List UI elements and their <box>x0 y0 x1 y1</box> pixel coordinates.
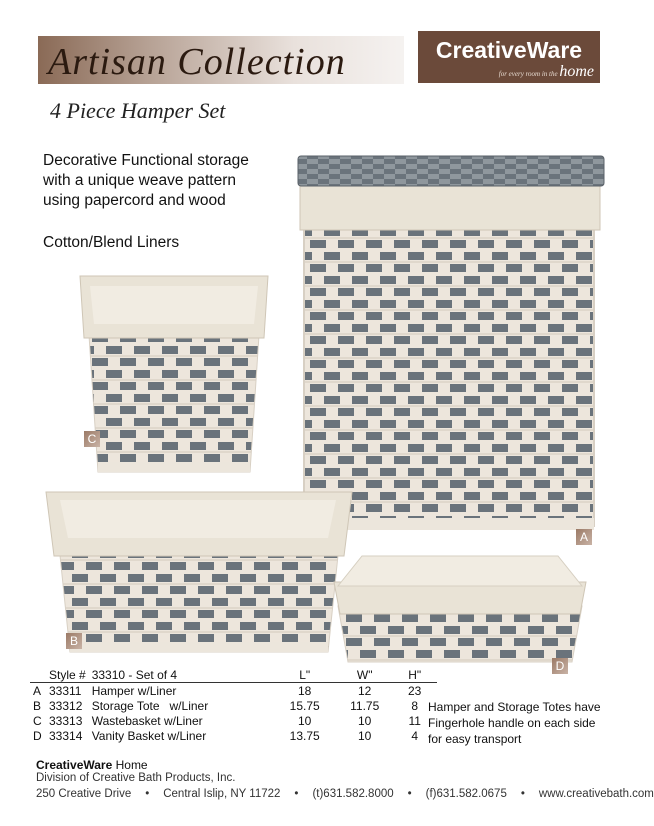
table-row <box>30 683 437 699</box>
label-d: D <box>552 658 568 674</box>
footer-company-home: Home <box>112 758 148 772</box>
wastebasket-image <box>78 272 270 482</box>
row-letter: D <box>33 728 42 743</box>
vanity-basket-image <box>332 552 588 668</box>
row-style-num: 33312 <box>49 698 83 713</box>
row-letter: A <box>33 683 42 698</box>
row-width: 11.75 <box>350 698 380 713</box>
page-title: Artisan Collection <box>48 41 346 83</box>
footer-bullet: • <box>407 788 412 800</box>
row-height: 11 <box>408 713 421 728</box>
product-subtitle: 4 Piece Hamper Set <box>50 98 226 123</box>
spec-header-w: W" <box>337 667 393 683</box>
row-name: Hamper w/Liner <box>91 683 177 698</box>
row-style-num: 33314 <box>49 728 83 743</box>
liner-info: Cotton/Blend Liners <box>43 234 180 251</box>
description-line: using papercord and wood <box>43 192 226 209</box>
row-style-num: 33311 <box>49 683 82 698</box>
spec-header-row <box>30 667 437 683</box>
description-line: Decorative Functional storage <box>43 152 249 169</box>
row-width: 10 <box>358 713 372 728</box>
brand-logo <box>418 31 600 83</box>
spec-header-set: 33310 - Set of 4 <box>89 667 273 683</box>
row-length: 18 <box>298 683 312 698</box>
footer-fax: (f)631.582.0675 <box>425 788 507 800</box>
row-width: 10 <box>358 728 372 743</box>
logo-brand-b: Ware <box>526 37 583 63</box>
row-name: Storage Tote w/Liner <box>91 698 209 713</box>
handle-note: Hamper and Storage Totes have Fingerhole handle on each side for easy transport <box>428 700 601 746</box>
row-height: 23 <box>408 683 422 698</box>
table-row <box>30 713 437 728</box>
footer-bullet: • <box>294 788 299 800</box>
footer-company-bold: CreativeWare <box>36 758 113 772</box>
storage-tote-image <box>44 476 354 660</box>
footer-website-link[interactable]: www.creativebath.com <box>538 788 654 800</box>
label-a: A <box>576 529 592 545</box>
row-length: 15.75 <box>289 698 320 713</box>
row-height: 8 <box>411 698 419 713</box>
logo-tagline-text: for every room in the <box>498 70 558 78</box>
table-row <box>30 698 437 713</box>
footer-division: Division of Creative Bath Products, Inc. <box>36 772 236 784</box>
table-row <box>30 728 437 743</box>
label-c: C <box>84 431 100 447</box>
logo-wordmark <box>418 37 600 64</box>
footer-bullet: • <box>520 788 525 800</box>
spec-header-blank <box>30 667 46 683</box>
row-letter: C <box>33 713 42 728</box>
spec-header-h: H" <box>393 667 437 683</box>
label-b: B <box>66 633 82 649</box>
spec-header-style: Style # <box>46 667 89 683</box>
row-name: Vanity Basket w/Liner <box>91 728 207 743</box>
row-style-num: 33313 <box>49 713 83 728</box>
spec-table <box>30 667 437 743</box>
row-height: 4 <box>411 728 419 743</box>
footer-phone: (t)631.582.8000 <box>312 788 394 800</box>
footer-contact-line <box>36 788 654 800</box>
description-line: with a unique weave pattern <box>43 172 237 189</box>
footer-company <box>36 758 148 772</box>
row-length: 13.75 <box>289 728 320 743</box>
footer-bullet: • <box>145 788 150 800</box>
logo-home-text: home <box>559 63 594 80</box>
row-letter: B <box>33 698 42 713</box>
logo-tagline <box>499 63 594 81</box>
row-length: 10 <box>298 713 312 728</box>
logo-brand-a: Creative <box>435 37 527 63</box>
footer-address: 250 Creative Drive <box>36 788 132 800</box>
row-name: Wastebasket w/Liner <box>91 713 203 728</box>
footer-city: Central Islip, NY 11722 <box>163 788 281 800</box>
row-width: 12 <box>358 683 372 698</box>
spec-header-l: L" <box>273 667 337 683</box>
